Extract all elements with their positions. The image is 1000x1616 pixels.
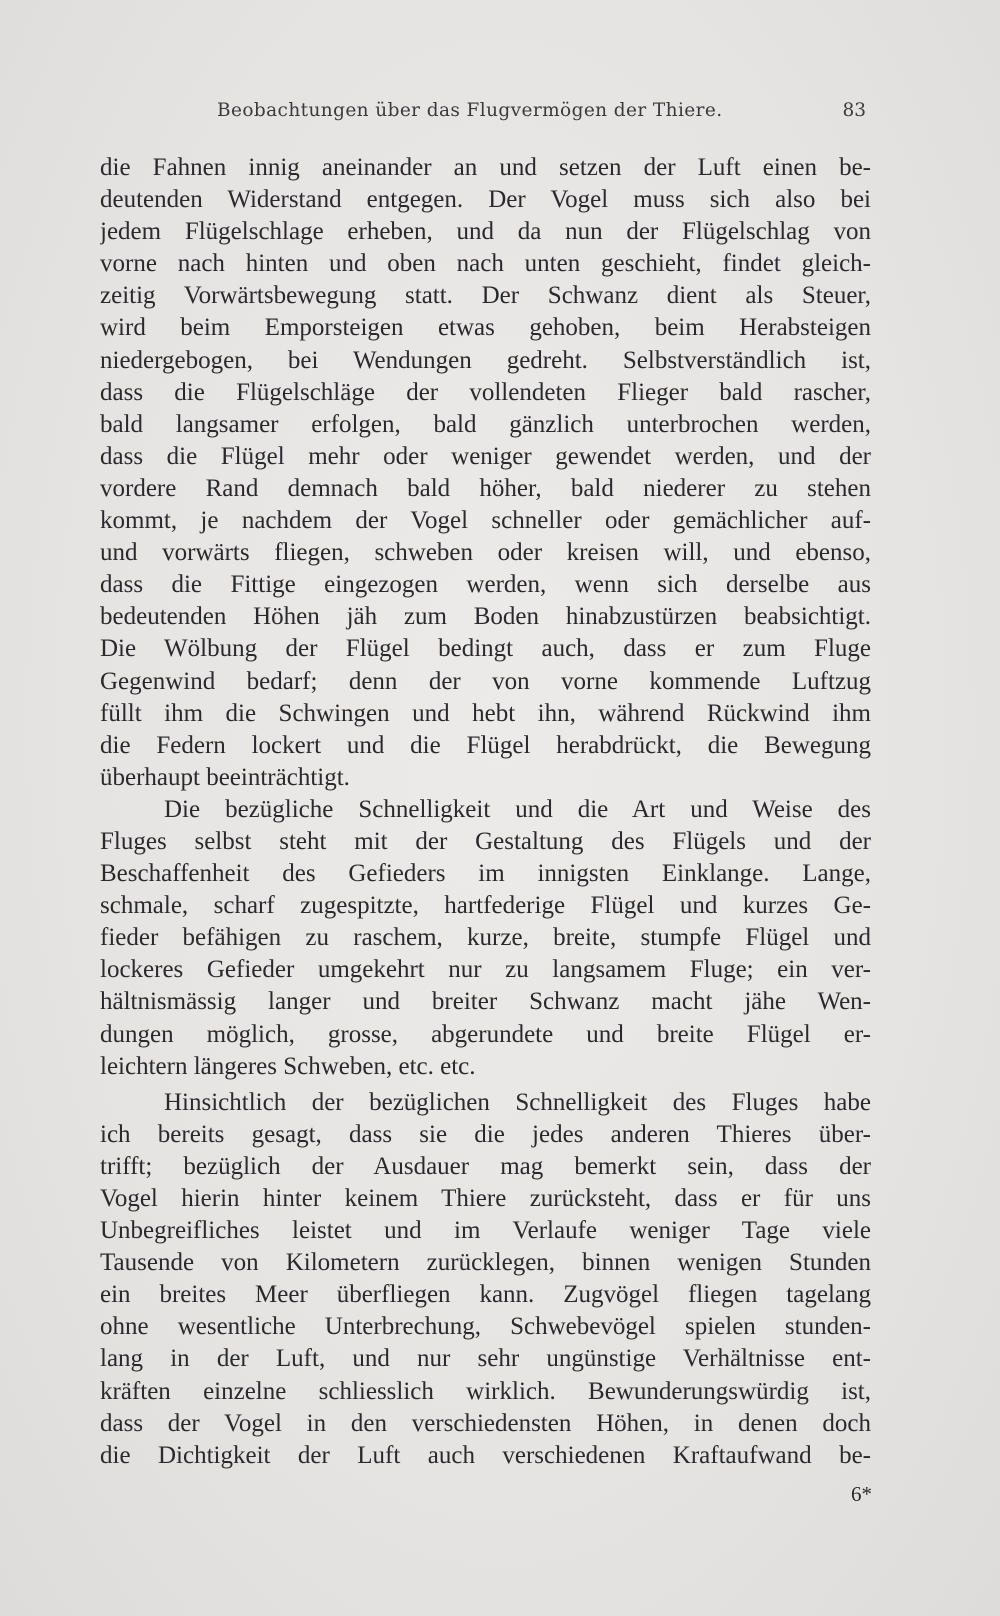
body-text — [100, 152, 871, 1472]
text-line: die Dichtigkeit der Luft auch verschiedenen Kraftaufwand be- — [100, 1441, 871, 1469]
text-line: Hinsichtlich der bezüglichen Schnelligkeit des Fluges habe — [164, 1088, 871, 1116]
text-line: Beschaffenheit des Gefieders im innigsten Einklange. Lange, — [100, 860, 871, 888]
text-line: zeitig Vorwärtsbewegung statt. Der Schwanz dient als Steuer, — [100, 282, 871, 310]
text-line: ein breites Meer überfliegen kann. Zugvögel fliegen tagelang — [100, 1281, 871, 1309]
text-line: vorne nach hinten und oben nach unten geschieht, findet gleich- — [100, 250, 871, 278]
text-line: Die Wölbung der Flügel bedingt auch, dass er zum Fluge — [100, 635, 871, 663]
text-line: trifft; bezüglich der Ausdauer mag bemerkt sein, dass der — [100, 1152, 871, 1180]
text-line: kommt, je nachdem der Vogel schneller oder gemächlicher auf- — [100, 507, 871, 535]
signature-mark: 6* — [851, 1482, 872, 1506]
page-number: 83 — [842, 100, 866, 121]
paragraph-3 — [100, 1087, 871, 1472]
text-line: Tausende von Kilometern zurücklegen, binnen wenigen Stunden — [100, 1249, 871, 1277]
text-line: leichtern längeres Schweben, etc. etc. — [100, 1052, 476, 1080]
text-line: deutenden Widerstand entgegen. Der Vogel muss sich also bei — [100, 186, 871, 214]
paragraph-1 — [100, 152, 871, 794]
text-line: schmale, scharf zugespitzte, hartfederige Flügel und kurzes Ge- — [100, 892, 871, 920]
text-line: überhaupt beeinträchtigt. — [100, 763, 350, 791]
text-line: wird beim Emporsteigen etwas gehoben, beim Herabsteigen — [100, 314, 871, 342]
text-line: Die bezügliche Schnelligkeit und die Art und Weise des — [164, 795, 871, 823]
running-head — [100, 100, 872, 130]
running-title: Beobachtungen über das Flugvermögen der Thiere. — [217, 100, 723, 121]
text-line: niedergebogen, bei Wendungen gedreht. Selbstverständlich ist, — [100, 346, 871, 374]
text-line: vordere Rand demnach bald höher, bald niederer zu stehen — [100, 474, 871, 502]
text-line: Gegenwind bedarf; denn der von vorne kommende Luftzug — [100, 667, 871, 695]
text-line: kräften einzelne schliesslich wirklich. Bewunderungswürdig ist, — [100, 1377, 871, 1405]
text-line: bald langsamer erfolgen, bald gänzlich unterbrochen werden, — [100, 410, 871, 438]
text-line: lang in der Luft, und nur sehr ungünstige Verhältnisse ent- — [100, 1345, 871, 1373]
text-line: dungen möglich, grosse, abgerundete und breite Flügel er- — [100, 1020, 871, 1048]
text-line: dass die Fittige eingezogen werden, wenn sich derselbe aus — [100, 571, 871, 599]
text-line: ohne wesentliche Unterbrechung, Schwebevögel spielen stunden- — [100, 1313, 871, 1341]
text-line: und vorwärts fliegen, schweben oder kreisen will, und ebenso, — [100, 539, 871, 567]
text-line: fieder befähigen zu raschem, kurze, breite, stumpfe Flügel und — [100, 924, 871, 952]
text-line: hältnismässig langer und breiter Schwanz macht jähe Wen- — [100, 988, 871, 1016]
text-line: jedem Flügelschlage erheben, und da nun der Flügelschlag von — [100, 218, 871, 246]
text-line: bedeutenden Höhen jäh zum Boden hinabzustürzen beabsichtigt. — [100, 603, 871, 631]
text-line: Vogel hierin hinter keinem Thiere zurücksteht, dass er für uns — [100, 1185, 871, 1212]
text-line: dass die Flügelschläge der vollendeten Flieger bald rascher, — [100, 378, 871, 406]
text-line: dass die Flügel mehr oder weniger gewendet werden, und der — [100, 442, 871, 470]
text-line: füllt ihm die Schwingen und hebt ihn, während Rückwind ihm — [100, 699, 871, 727]
text-line: ich bereits gesagt, dass sie die jedes anderen Thieres über- — [100, 1120, 871, 1148]
paragraph-2 — [100, 794, 871, 1083]
text-line: Fluges selbst steht mit der Gestaltung des Flügels und der — [100, 827, 871, 855]
text-line: Unbegreifliches leistet und im Verlaufe weniger Tage viele — [100, 1217, 871, 1245]
text-line: die Federn lockert und die Flügel herabdrückt, die Bewegung — [100, 731, 871, 759]
text-line: dass der Vogel in den verschiedensten Höhen, in denen doch — [100, 1409, 871, 1437]
text-line: die Fahnen innig aneinander an und setzen der Luft einen be- — [100, 154, 871, 181]
text-line: lockeres Gefieder umgekehrt nur zu langsamem Fluge; ein ver- — [100, 956, 871, 984]
